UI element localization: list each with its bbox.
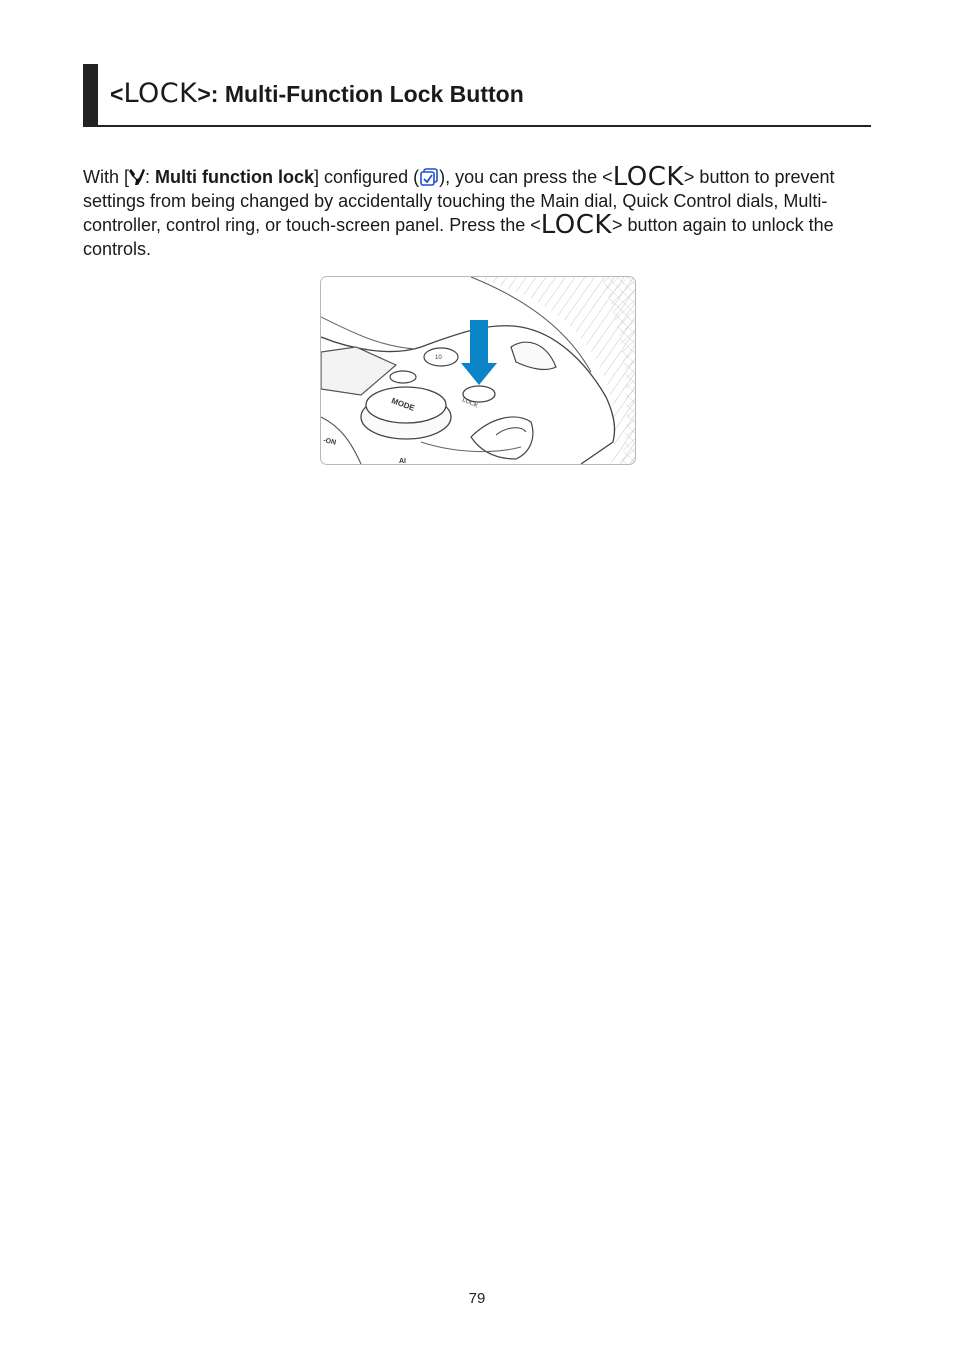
strap-lug	[471, 417, 533, 459]
wrench-icon	[129, 168, 145, 186]
text-4: ), you can press the <	[439, 167, 613, 187]
section-heading	[83, 64, 871, 127]
main-dial	[511, 342, 556, 369]
lock-word-1: LOCK	[612, 162, 684, 192]
text-2: :	[145, 167, 156, 187]
body-edge	[321, 317, 416, 349]
setting-name: Multi function lock	[155, 167, 315, 187]
camera-illustration	[320, 276, 636, 465]
small-button-left	[390, 371, 416, 383]
top-button-label: 10	[435, 355, 442, 361]
page-title	[110, 78, 524, 109]
press-arrow-icon	[461, 320, 497, 385]
text-1: With [	[83, 167, 130, 187]
camera-drawing	[321, 277, 635, 464]
description-paragraph	[83, 162, 873, 261]
lock-button-label: LOCK	[461, 397, 479, 410]
lock-word-2: LOCK	[540, 210, 612, 240]
text-3: ] configured (	[314, 167, 420, 187]
heading-bar	[83, 64, 98, 126]
heading-lock-close: >	[197, 81, 211, 107]
heading-lock-word: LOCK	[123, 78, 198, 109]
bottom-label: AI	[399, 458, 406, 464]
heading-lock-open: <	[110, 81, 124, 107]
on-label: -ON	[322, 437, 337, 447]
top-lcd	[321, 347, 396, 395]
page-number: 79	[468, 1290, 486, 1307]
text-6: > button again to unlock the controls.	[83, 215, 834, 259]
mode-dial-label: MODE	[390, 396, 416, 413]
setting-icon	[419, 167, 439, 187]
text-5: > button to prevent settings from being changed by accidentally touching the Main dial, Quick Control dials, Multi-controller, control ring, or touch-screen panel. Press the <	[83, 167, 835, 235]
heading-title-text: : Multi-Function Lock Button	[210, 81, 524, 107]
